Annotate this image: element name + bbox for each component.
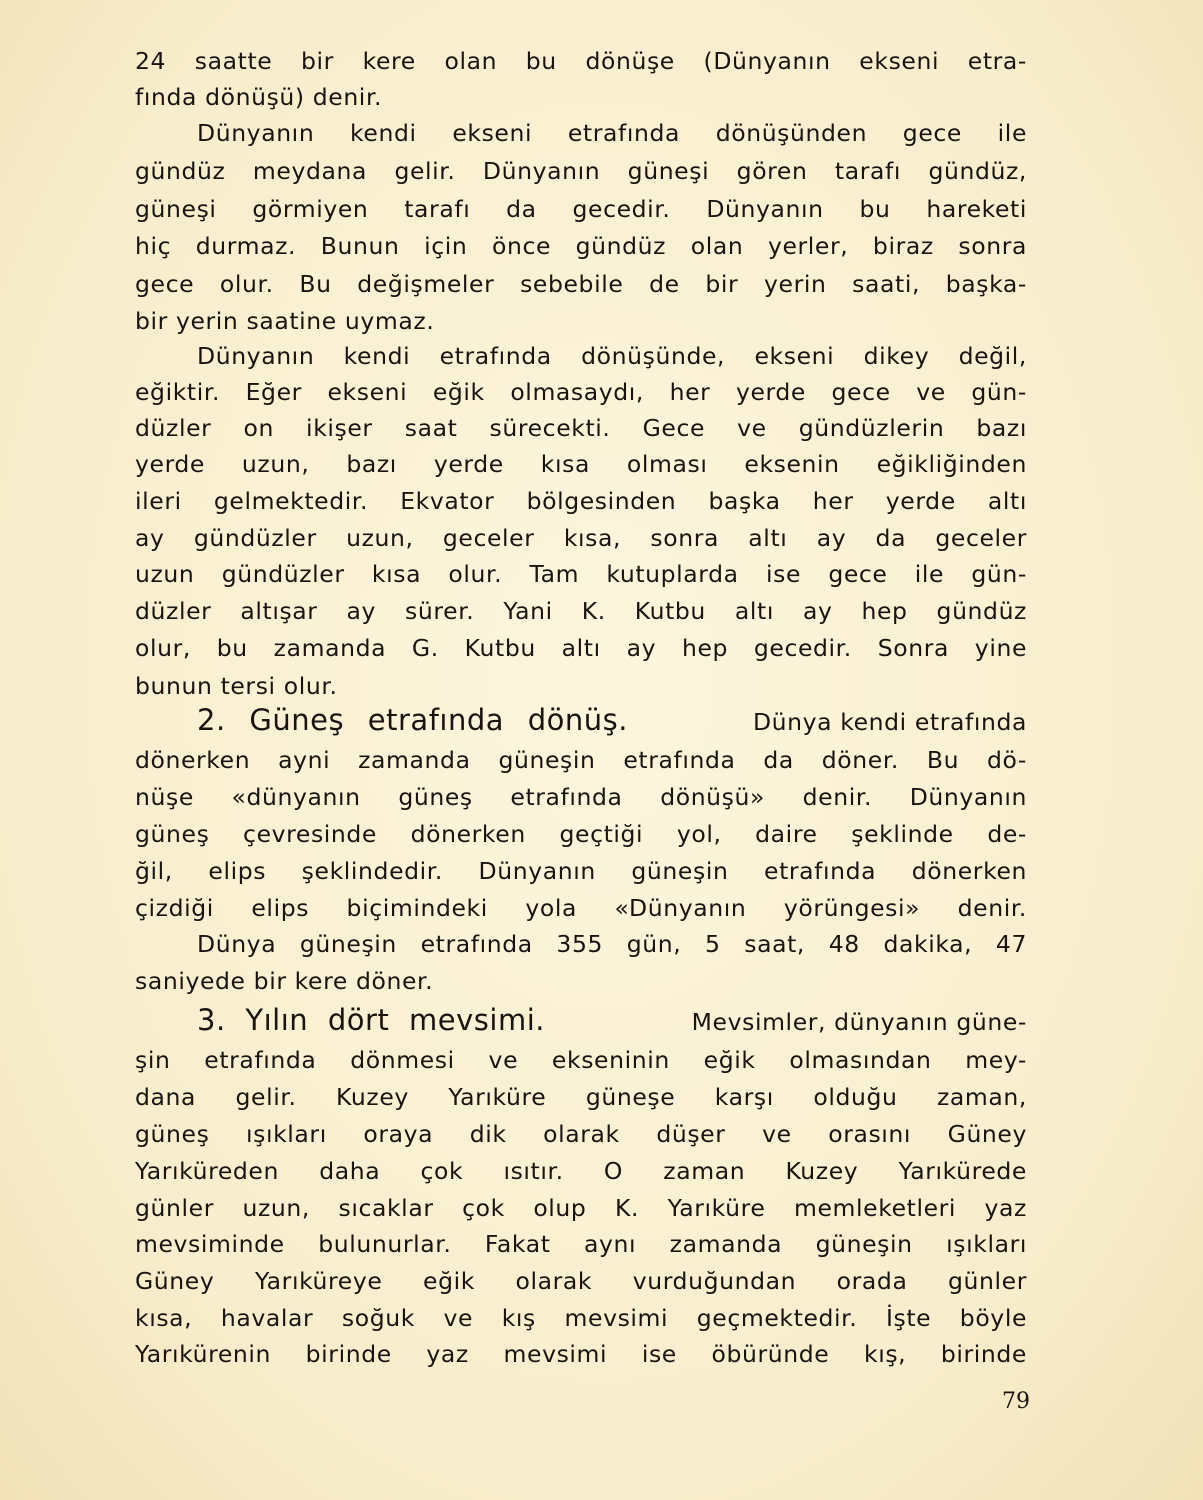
text-line: eğiktir. Eğer ekseni eğik olmasaydı, her yerde gece ve gün- [135, 378, 1027, 406]
text-line: güneş çevresinde dönerken geçtiği yol, daire şeklinde de- [135, 820, 1027, 848]
text-line: güneş ışıkları oraya dik olarak düşer ve orasını Güney [135, 1120, 1027, 1148]
text-line: Dünyanın kendi ekseni etrafında dönüşünden gece ile [197, 119, 1027, 147]
text-line: nüşe «dünyanın güneş etrafında dönüşü» denir. Dünyanın [135, 783, 1027, 811]
text-line: Yarıküreden daha çok ısıtır. O zaman Kuzey Yarıkürede [135, 1157, 1027, 1185]
text-line: kısa, havalar soğuk ve kış mevsimi geçmektedir. İşte böyle [135, 1304, 1027, 1332]
text-line: Dünya kendi etrafında [752, 708, 1027, 736]
page-number: 79 [1002, 1389, 1030, 1414]
text-line: Güney Yarıküreye eğik olarak vurduğundan orada günler [135, 1267, 1027, 1295]
text-line: saniyede bir kere döner. [135, 967, 434, 995]
text-line: düzler on ikişer saat sürecekti. Gece ve gündüzlerin bazı [135, 414, 1027, 442]
text-line: ay gündüzler uzun, geceler kısa, sonra altı ay da geceler [135, 524, 1027, 552]
text-line: bunun tersi olur. [135, 672, 338, 700]
text-line: güneşi görmiyen tarafı da gecedir. Dünyanın bu hareketi [135, 195, 1027, 223]
text-line: dönerken ayni zamanda güneşin etrafında da döner. Bu dö- [135, 746, 1027, 774]
text-line: Dünya güneşin etrafında 355 gün, 5 saat, 48 dakika, 47 [197, 930, 1027, 958]
text-line: gece olur. Bu değişmeler sebebile de bir yerin saati, başka- [135, 270, 1027, 298]
text-line: çizdiği elips biçimindeki yola «Dünyanın yörüngesi» denir. [135, 894, 1027, 922]
text-line: Yarıkürenin birinde yaz mevsimi ise öbüründe kış, birinde [135, 1340, 1027, 1368]
text-line: hiç durmaz. Bunun için önce gündüz olan yerler, biraz sonra [135, 232, 1027, 260]
section-heading: 2. Güneş etrafında dönüş. [197, 703, 628, 737]
text-line: ğil, elips şeklindedir. Dünyanın güneşin etrafında dönerken [135, 857, 1027, 885]
text-line: mevsiminde bulunurlar. Fakat aynı zamanda güneşin ışıkları [135, 1230, 1027, 1258]
text-line: günler uzun, sıcaklar çok olup K. Yarıküre memleketleri yaz [135, 1194, 1027, 1222]
section-2-line [197, 702, 1027, 738]
text-line: bir yerin saatine uymaz. [135, 307, 435, 335]
text-line: Dünyanın kendi etrafında dönüşünde, ekseni dikey değil, [197, 342, 1027, 370]
text-line: şin etrafında dönmesi ve ekseninin eğik olmasından mey- [135, 1046, 1027, 1074]
text-line: fında dönüşü) denir. [135, 83, 383, 111]
section-heading: 3. Yılın dört mevsimi. [197, 1003, 545, 1037]
text-line: yerde uzun, bazı yerde kısa olması eksenin eğikliğinden [135, 450, 1027, 478]
text-line: düzler altışar ay sürer. Yani K. Kutbu altı ay hep gündüz [135, 597, 1027, 625]
section-3-line [197, 1002, 1027, 1038]
text-line: uzun gündüzler kısa olur. Tam kutuplarda ise gece ile gün- [135, 560, 1027, 588]
text-line: olur, bu zamanda G. Kutbu altı ay hep gecedir. Sonra yine [135, 634, 1027, 662]
text-line: 24 saatte bir kere olan bu dönüşe (Dünyanın ekseni etra- [135, 47, 1027, 75]
text-line: gündüz meydana gelir. Dünyanın güneşi gören tarafı gündüz, [135, 157, 1027, 185]
text-line: Mevsimler, dünyanın güne- [691, 1008, 1027, 1036]
text-line: dana gelir. Kuzey Yarıküre güneşe karşı olduğu zaman, [135, 1083, 1027, 1111]
text-line: ileri gelmektedir. Ekvator bölgesinden başka her yerde altı [135, 487, 1027, 515]
